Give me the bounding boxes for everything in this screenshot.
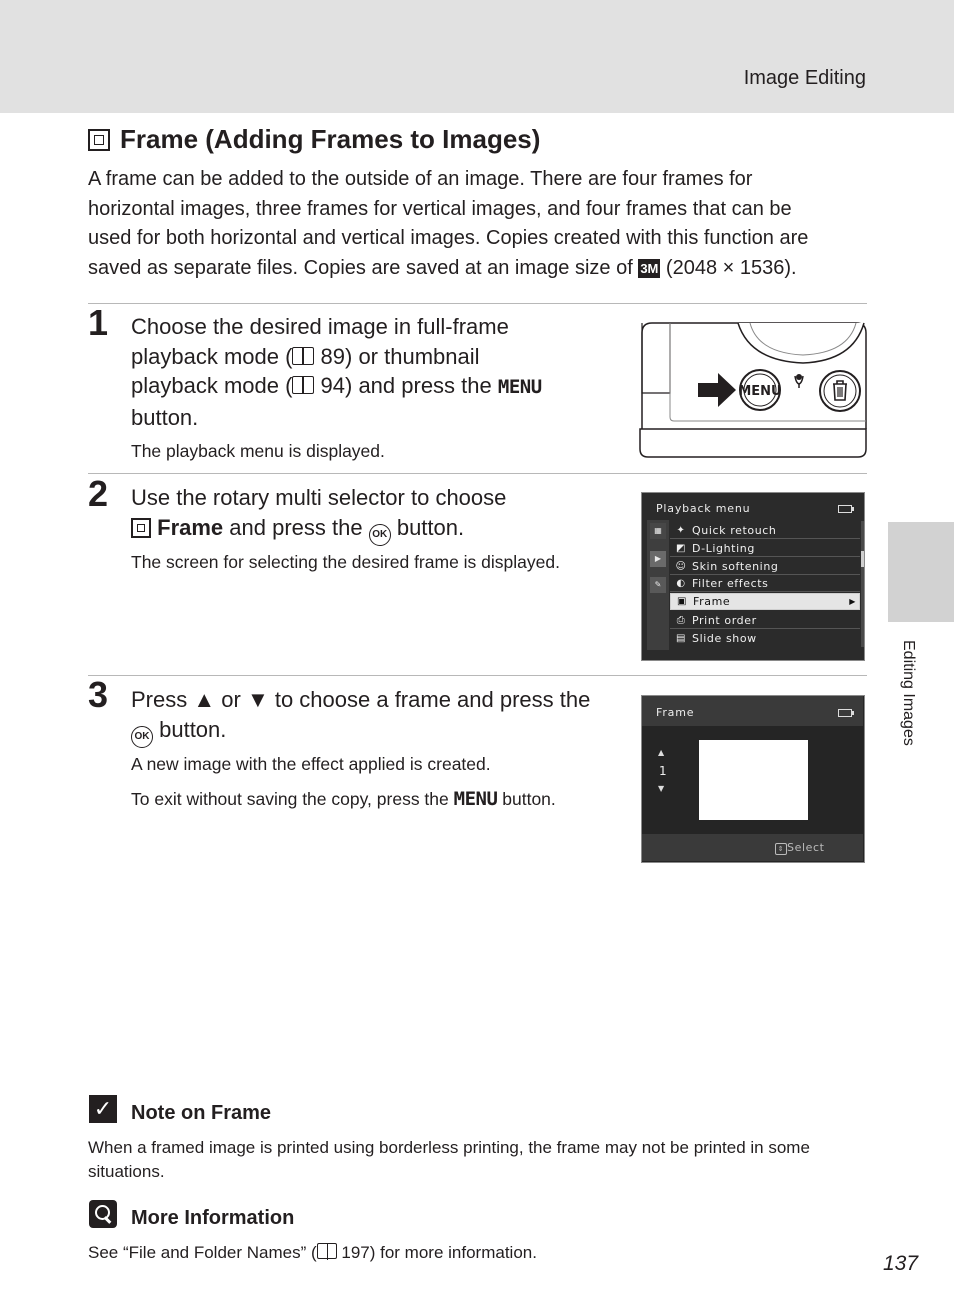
frame-icon: ▣ [676, 596, 688, 607]
setup-tab-icon: ✎ [650, 577, 666, 593]
step-note: To exit without saving the copy, press the MENU button. [131, 788, 556, 810]
ok-button-glyph: OK [369, 524, 391, 546]
image-size-icon: 3M [640, 260, 659, 276]
step-instruction: Use the rotary multi selector to choose Frame and press the OK button. [131, 483, 621, 546]
step-note: The screen for selecting the desired frame is displayed. [131, 552, 560, 572]
shooting-tab-icon: ▦ [650, 523, 666, 539]
magnifier-icon [89, 1200, 117, 1228]
menu-item-selected[interactable]: ▣ Frame ▶ [670, 593, 860, 610]
delete-button-icon [820, 371, 860, 411]
divider [88, 473, 867, 474]
frame-select-screen [641, 695, 865, 863]
menu-button-icon [738, 370, 781, 410]
battery-icon [838, 505, 852, 513]
menu-item[interactable]: ◐ Filter effects [670, 575, 860, 592]
screen-footer [642, 834, 863, 861]
step-number: 1 [88, 302, 109, 343]
note-heading: Note on Frame [131, 1102, 272, 1124]
camera-back-illustration [638, 321, 867, 459]
menu-item[interactable]: ▤ Slide show [670, 630, 860, 647]
filter-effects-icon: ◐ [676, 577, 686, 589]
page-reference-icon [292, 376, 314, 394]
side-chapter-label: Editing Images [900, 640, 917, 746]
slide-show-icon: ▤ [675, 633, 687, 644]
frame-icon [131, 518, 151, 538]
intro-line: A frame can be added to the outside of an image. There are four frames for [88, 168, 753, 190]
step-number: 3 [88, 674, 109, 715]
menu-item[interactable]: ☺ Skin softening [670, 558, 860, 575]
intro-line: used for both horizontal and vertical images. Copies created with this function are [88, 227, 809, 249]
frame-preview [699, 740, 808, 820]
up-arrow-icon[interactable]: ▲ [658, 748, 665, 757]
down-arrow-glyph: ▼ [246, 687, 269, 712]
playback-menu-screen [641, 492, 865, 661]
scrollbar-thumb[interactable] [861, 551, 864, 567]
svg-text:MENU: MENU [738, 384, 782, 399]
screen-title: Frame [656, 706, 695, 719]
divider [88, 675, 867, 676]
step-number: 2 [88, 473, 109, 514]
menu-item[interactable]: ⎙ Print order [670, 612, 860, 629]
submenu-arrow-icon: ▶ [849, 597, 856, 606]
page-reference-icon [292, 347, 314, 365]
frame-number: 1 [659, 764, 667, 778]
intro-line: saved as separate files. Copies are saved at an image size of 3M (2048 × 1536). [88, 256, 797, 279]
more-info-heading: More Information [131, 1207, 295, 1229]
skin-softening-icon: ☺ [675, 560, 687, 572]
frame-icon [88, 129, 110, 151]
step-instruction: Choose the desired image in full-frame playback mode ( 89) or thumbnail playback mode ( 94) and press the MENU button. [131, 314, 542, 430]
note-text: When a framed image is printed using borderless printing, the frame may not be printed in some situations. [88, 1138, 810, 1181]
playback-tab-icon: ▶ [650, 551, 666, 567]
intro-paragraph [88, 165, 878, 283]
divider [88, 303, 867, 304]
menu-item[interactable]: ◩ D-Lighting [670, 540, 860, 557]
page-number: 137 [883, 1252, 919, 1275]
battery-icon [838, 709, 852, 717]
page-title [88, 124, 540, 155]
ok-button-glyph: OK [131, 726, 153, 748]
multi-selector-icon: ⇕ [775, 843, 787, 855]
section-header: Image Editing [743, 67, 866, 89]
step-note: The playback menu is displayed. [131, 441, 385, 461]
intro-line: horizontal images, three frames for vertical images, and four frames that can be [88, 197, 792, 220]
page-title-text: Frame (Adding Frames to Images) [120, 124, 541, 154]
header-band [0, 0, 954, 113]
quick-retouch-icon: ✦ [676, 524, 686, 536]
page-reference-icon [317, 1243, 337, 1259]
menu-item[interactable]: ✦ Quick retouch [670, 522, 860, 539]
up-arrow-glyph: ▲ [193, 687, 216, 712]
select-hint: ⇕ Select [775, 841, 825, 855]
menu-button-glyph: MENU [497, 376, 542, 398]
step-instruction: Press ▲ or ▼ to choose a frame and press the OK button. [131, 685, 621, 748]
more-info-text: See “File and Folder Names” ( 197) for more information. [88, 1243, 537, 1262]
menu-button-glyph: MENU [453, 788, 498, 810]
checkmark-icon: ✓ [89, 1095, 117, 1123]
menu-tab-column [647, 520, 669, 650]
screen-title: Playback menu [656, 502, 751, 515]
d-lighting-icon: ◩ [675, 542, 687, 554]
step-note: A new image with the effect applied is created. [131, 754, 491, 774]
side-chapter-tab [888, 522, 954, 622]
scrollbar[interactable] [861, 521, 864, 647]
down-arrow-icon[interactable]: ▼ [658, 784, 665, 793]
print-order-icon: ⎙ [676, 614, 686, 626]
